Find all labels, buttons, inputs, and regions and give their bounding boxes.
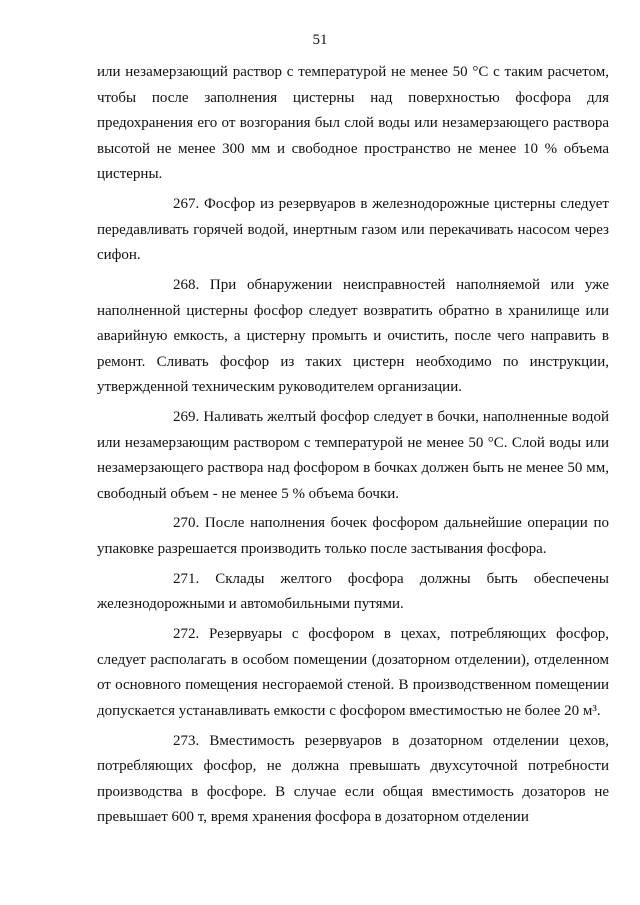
paragraph-269: 269. Наливать желтый фосфор следует в бочки, наполненные водой или незамерзающим раствором с температурой не менее 50 °С. Слой воды или незамерзающего раствора над фосфором в бочках должен быть не менее 50 мм, свободный объем - не менее 5 % объема бочки. xyxy=(97,409,609,502)
paragraph-273: 273. Вместимость резервуаров в дозаторном отделении цехов, потребляющих фосфор, не должна превышать двухсуточной потребности производства в фосфоре. В случае если общая вместимость дозаторов не превышает 600 т, время хранения фосфора в дозаторном отделении xyxy=(97,732,609,826)
document-body xyxy=(97,60,609,835)
paragraph-272: 272. Резервуары с фосфором в цехах, потребляющих фосфор, следует располагать в особом помещении (дозаторном отделении), отделенном от основного помещения несгораемой стеной. В производственном помещении допускается устанавливать емкости с фосфором вместимостью не более 20 м³. xyxy=(97,626,609,719)
paragraph-271: 271. Склады желтого фосфора должны быть обеспечены железнодорожными и автомобильными путями. xyxy=(97,570,609,613)
paragraph-270: 270. После наполнения бочек фосфором дальнейшие операции по упаковке разрешается производить только после застывания фосфора. xyxy=(97,515,609,558)
paragraph-267: 267. Фосфор из резервуаров в железнодорожные цистерны следует передавливать горячей водой, инертным газом или перекачивать насосом через сифон. xyxy=(97,196,609,264)
paragraph-268: 268. При обнаружении неисправностей наполняемой или уже наполненной цистерны фосфор следует возвратить обратно в хранилище или аварийную емкость, а цистерну промыть и очистить, после чего направить в ремонт. Сливать фосфор из таких цистерн необходимо по инструкции, утвержденной техническим руководителем организации. xyxy=(97,276,609,396)
page-number: 51 xyxy=(312,32,328,48)
paragraph-continuation: или незамерзающий раствор с температурой не менее 50 °С с таким расчетом, чтобы после заполнения цистерны над поверхностью фосфора для предохранения его от возгорания был слой воды или незамерзающего раствора высотой не менее 300 мм и свободное пространство не менее 10 % объема цистерны. xyxy=(97,64,609,183)
